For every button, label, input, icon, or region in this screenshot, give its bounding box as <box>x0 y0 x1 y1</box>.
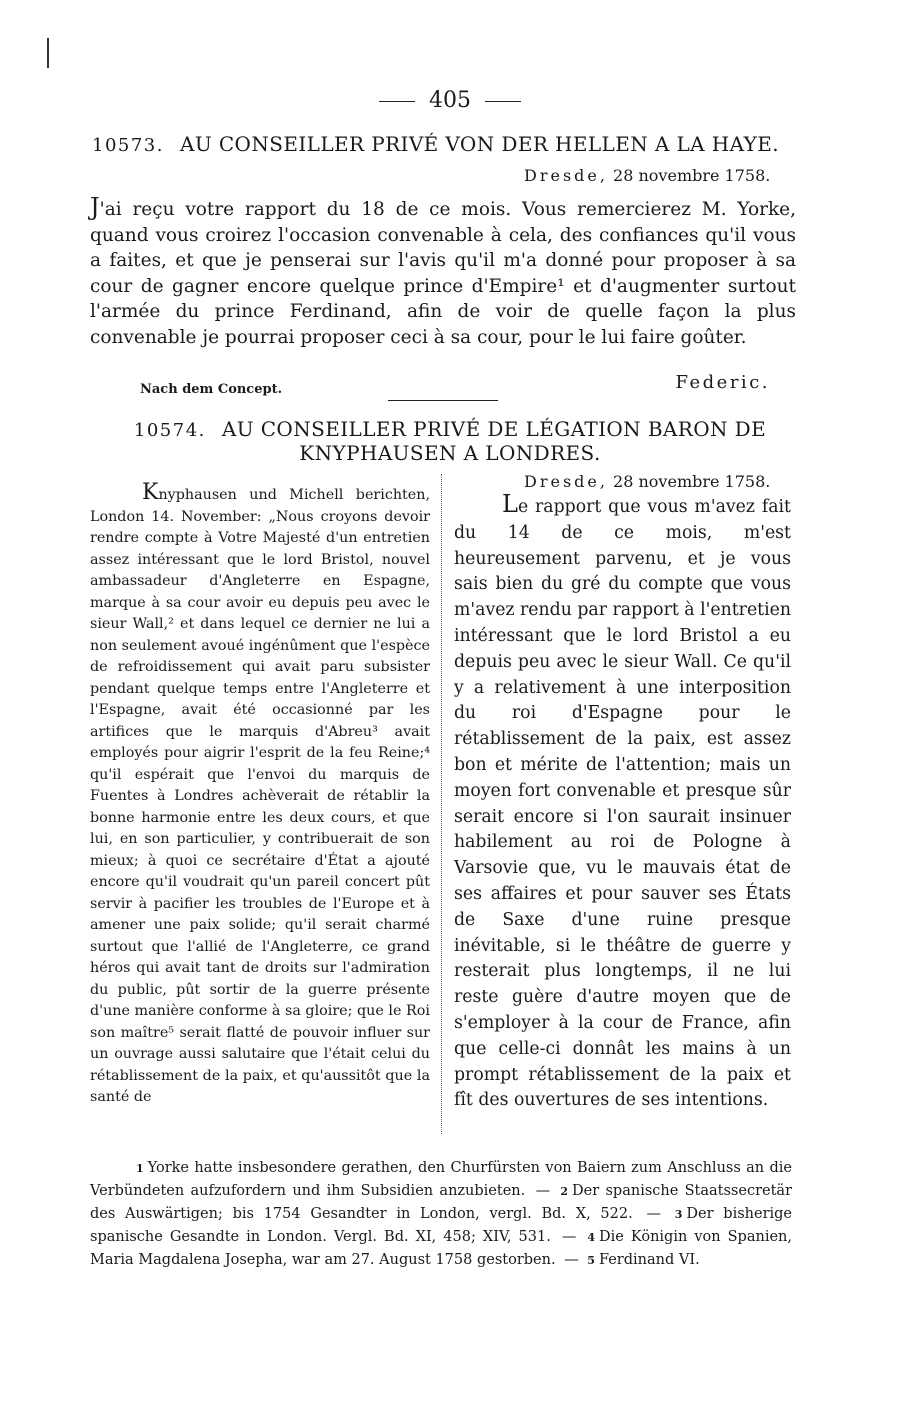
letter1-signature: Federic. <box>675 372 770 393</box>
page-number-dash-right <box>485 101 521 102</box>
footnote-1: 1 Yorke hatte insbesondere gerathen, den Churfürsten von Baiern zum Anschluss an die Verbündeten aufzufordern und ihm Subsidien anzubieten. <box>90 1160 792 1199</box>
letter2-date-place: Dresde, <box>524 472 608 491</box>
letter1-date-place: Dresde, <box>524 166 608 185</box>
letter1-dropcap: J <box>90 193 100 221</box>
letter1-title: AU CONSEILLER PRIVÉ VON DER HELLEN A LA HAYE. <box>179 132 780 156</box>
letter2-right-text: e rapport que vous m'avez fait du 14 de ce mois, m'est heureusement parvenu, et je vous sais bien du gré du compte que vous m'avez rendu par rapport à l'entretien intéressant que le lord Bristol a eu depuis peu avec le sieur Wall. Ce qu'il y a relativement à une interposition du roi d'Espagne pour le rétablissement de la paix, est assez bon et mérite de l'attention; mais un moyen fort convenable et presque sûr serait encore si l'on saurait insinuer habilement au roi de Pologne à Varsovie que, vu le mauvais état de ses affaires et pour sauver ses États de Saxe d'une ruine presque inévitable, si le théâtre de guerre y resterait plus longtemps, il ne lui reste guère d'autre moyen que de s'employer à la cour de France, afin que celle-ci donnât les mains à un prompt rétablissement de la paix et fît des ouvertures de ses intentions. <box>454 497 791 1111</box>
letter1-source: Nach dem Concept. <box>140 382 283 397</box>
letter1-body <box>90 195 796 351</box>
page-number <box>0 88 900 113</box>
letter-separator <box>388 400 498 401</box>
letter1-number: 10573. <box>92 135 164 156</box>
footnote-2: 2 Der spanische Staatssecretär des Auswärtigen; bis 1754 Gesandter in London, vergl. Bd. X, 522. <box>90 1183 792 1222</box>
footnote-3: 3 Der bisherige spanische Gesandte in London. Vergl. Bd. XI, 458; XIV, 531. <box>90 1206 793 1245</box>
letter1-body-text: 'ai reçu votre rapport du 18 de ce mois. Vous remercierez M. Yorke, quand vous croirez l'occasion convenable à cela, des confiances qu'il vous a faites, et que je penserai sur l'avis qu'il m'a donné pour proposer à sa cour de gagner encore quelque prince d'Empire¹ et d'augmenter surtout l'armée du prince Ferdinand, afin de voir de quelle façon la plus convenable je pourrai proposer ceci à sa cour, pour le lui faire goûter. <box>90 199 796 348</box>
letter2-left-dropcap: K <box>142 480 159 505</box>
letter2-left-text: nyphausen und Michell berichten, London 14. November: „Nous croyons devoir rendre compte à Votre Majesté d'un entretien assez intéressant que le lord Bristol, nouvel ambassadeur d'Angleterre en Espagne, marque à sa cour avoir eu depuis peu avec le sieur Wall,² et dans lequel ce dernier ne lui a non seulement avoué ingénûment que l'espèce de refroidissement qui avait paru subsister pendant quelque temps entre l'Angleterre et l'Espagne, avait été occasionné par les artifices que le marquis d'Abreu³ avait employés pour aigrir l'esprit de la feu Reine;⁴ qu'il espérait que l'envoi du marquis de Fuentes à Londres achèverait de rétablir la bonne harmonie entre les deux cours, et que lui, en son particulier, y contribuerait de son mieux; à quoi ce secrétaire d'État a ajouté encore qu'il voudrait qu'un pareil concert pût servir à pacifier les troubles de l'Europe et à amener une paix solide; qu'il serait charmé surtout que l'allié de l'Angleterre, ce grand héros qui avait tant de droits sur l'admiration du public, pût sortir de la guerre présente d'une manière conforme à sa gloire; que le Roi son maître⁵ serait flatté de pouvoir influer sur un ouvrage aussi salutaire que l'était celui du rétablissement de la paix, et qu'aussitôt que la santé de <box>90 487 430 1105</box>
letter2-title-line2: KNYPHAUSEN A LONDRES. <box>299 441 601 465</box>
letter2-report-column <box>90 482 430 1109</box>
letter1-heading <box>92 132 800 156</box>
letter2-dateline <box>524 472 770 491</box>
letter2-reply-column <box>454 492 791 1114</box>
column-divider <box>441 474 442 1134</box>
letter2-date: 28 novembre 1758. <box>613 472 771 491</box>
letter2-title-line1: AU CONSEILLER PRIVÉ DE LÉGATION BARON DE <box>221 417 767 441</box>
footnotes: 1 Yorke hatte insbesondere gerathen, den Churfürsten von Baiern zum Anschluss an die Verbündeten aufzufordern und ihm Subsidien anzubieten. — 2 Der spanische Staatssecretär des Auswärtigen; bis 1754 Gesandter in London, vergl. Bd. X, 522. — 3 Der bisherige spanische Gesandte in London. Vergl. Bd. XI, 458; XIV, 531. — 4 Die Königin von Spanien, Maria Magdalena Josepha, war am 27. August 1758 gestorben. — 5 Ferdinand VI. <box>90 1160 793 1268</box>
letter1-date: 28 novembre 1758. <box>613 166 771 185</box>
footnote-4: 4 Die Königin von Spanien, Maria Magdalena Josepha, war am 27. August 1758 gestorben. <box>90 1229 792 1268</box>
letter2-number: 10574. <box>133 420 206 441</box>
page-number-text: 405 <box>429 88 471 113</box>
margin-mark <box>47 38 49 68</box>
letter2-heading <box>92 417 808 465</box>
letter2-right-dropcap: L <box>502 490 518 518</box>
letter2-heading-line1 <box>92 417 808 441</box>
letter1-dateline <box>524 166 770 185</box>
page-number-dash-left <box>379 101 415 102</box>
footnote-5: 5 Ferdinand VI. <box>587 1252 700 1268</box>
